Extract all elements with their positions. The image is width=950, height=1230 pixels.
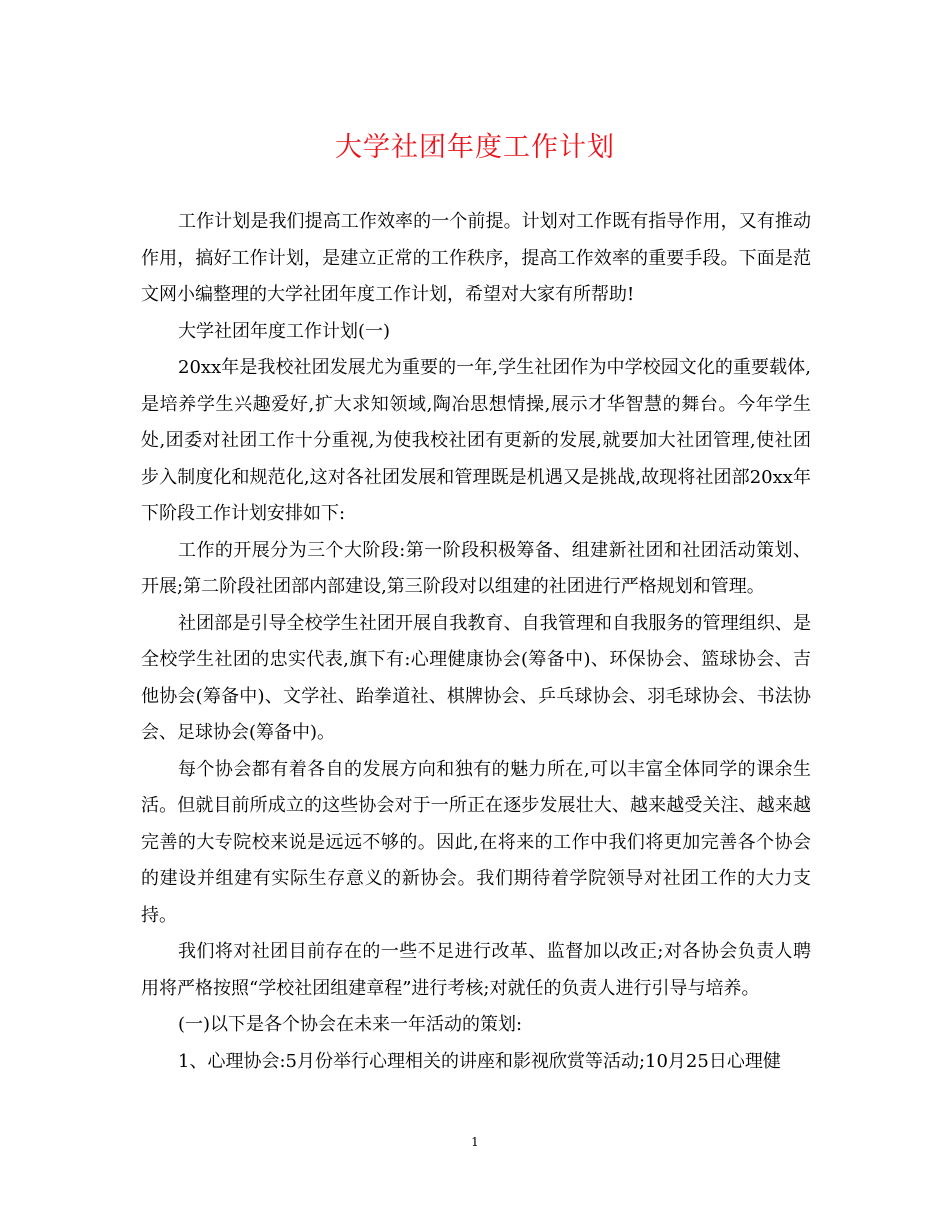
- document-title: 大学社团年度工作计划: [335, 132, 615, 163]
- body-paragraph: 1、心理协会:5月份举行心理相关的讲座和影视欣赏等活动;10月25日心理健: [178, 1050, 781, 1072]
- body-paragraph: 20xx年是我校社团发展尤为重要的一年,学生社团作为中学校园文化的重要载体,是培养学生兴趣爱好,扩大求知领域,陶冶思想情操,展示才华智慧的舞台。今年学生处,团委对社团工作十分重视,为使我校社团有更新的发展,就要加大社团管理,使社团步入制度化和规范化,这对各社团发展和管理既是机遇又是挑战,故现将社团部20xx年下阶段工作计划安排如下:: [141, 357, 811, 524]
- section-heading: 大学社团年度工作计划(一): [178, 320, 391, 342]
- intro-paragraph: 工作计划是我们提高工作效率的一个前提。计划对工作既有指导作用，又有推动作用，搞好工作计划，是建立正常的工作秩序，提高工作效率的重要手段。下面是范文网小编整理的大学社团年度工作计划，希望对大家有所帮助!: [141, 211, 811, 305]
- page-number: 1: [471, 1135, 479, 1149]
- document-body: [141, 204, 811, 1080]
- body-paragraph: 社团部是引导全校学生社团开展自我教育、自我管理和自我服务的管理组织、是全校学生社团的忠实代表,旗下有:心理健康协会(筹备中)、环保协会、篮球协会、吉他协会(筹备中)、文学社、跆拳道社、棋牌协会、乒乓球协会、羽毛球协会、书法协会、足球协会(筹备中)。: [141, 612, 811, 743]
- body-paragraph: 工作的开展分为三个大阶段:第一阶段积极筹备、组建新社团和社团活动策划、开展;第二阶段社团部内部建设,第三阶段对以组建的社团进行严格规划和管理。: [141, 539, 811, 597]
- subsection-heading: (一)以下是各个协会在未来一年活动的策划:: [178, 1014, 523, 1035]
- body-paragraph: 每个协会都有着各自的发展方向和独有的魅力所在,可以丰富全体同学的课余生活。但就目前所成立的这些协会对于一所正在逐步发展壮大、越来越受关注、越来越完善的大专院校来说是远远不够的。因此,在将来的工作中我们将更加完善各个协会的建设并组建有实际生存意义的新协会。我们期待着学院领导对社团工作的大力支持。: [141, 758, 811, 926]
- body-paragraph: 我们将对社团目前存在的一些不足进行改革、监督加以改正;对各协会负责人聘用将严格按照“学校社团组建章程”进行考核;对就任的负责人进行引导与培养。: [141, 941, 811, 999]
